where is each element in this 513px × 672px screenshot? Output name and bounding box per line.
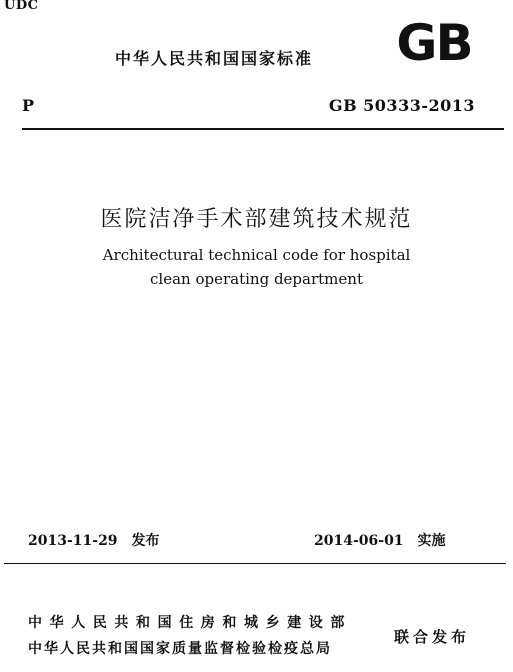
gb-logo-text: GB bbox=[396, 14, 472, 66]
bottom-divider bbox=[4, 563, 506, 564]
title-chinese: 医院洁净手术部建筑技术规范 bbox=[100, 207, 413, 232]
gb-logo bbox=[392, 14, 476, 66]
title-english-line-1: Architectural technical code for hospital bbox=[102, 246, 411, 264]
title-english-line-2: clean operating department bbox=[150, 270, 363, 288]
issuer-aqsiq: 中华人民共和国国家质量监督检验检疫总局 bbox=[28, 641, 332, 657]
top-divider bbox=[22, 128, 504, 130]
classification-code: P bbox=[22, 96, 35, 115]
udc-label: UDC bbox=[4, 0, 39, 13]
national-standard-heading: 中华人民共和国国家标准 bbox=[115, 49, 314, 68]
standard-number: GB 50333-2013 bbox=[328, 96, 475, 115]
implementation-date: 2014-06-01 实施 bbox=[314, 533, 446, 549]
issue-date: 2013-11-29 发布 bbox=[28, 533, 160, 549]
joint-issue-label: 联合发布 bbox=[394, 628, 471, 646]
issuer-ministry-housing: 中华人民共和国住房和城乡建设部 bbox=[28, 615, 352, 631]
